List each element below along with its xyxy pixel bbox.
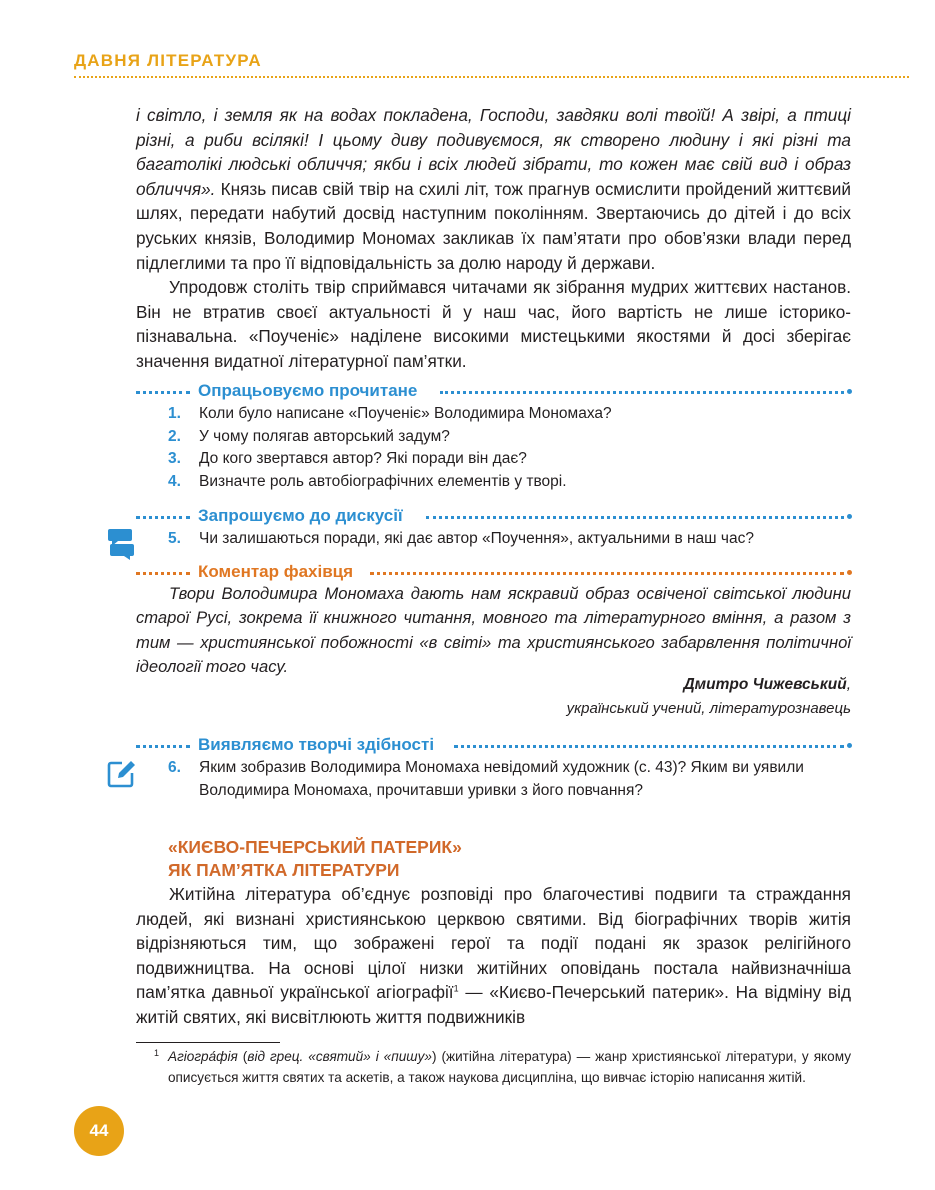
question-text: Чи залишаються поради, які дає автор «Поучення», актуальними в наш час? [199,530,754,547]
question-text: Коли було написане «Поученіє» Володимира Мономаха? [199,405,612,422]
question-number: 5. [168,530,181,547]
chapter-paragraph-text: Житійна література об’єднує розповіді про благочестиві подвиги та страждання людей, які визнані християнською церквою святими. Від біографічних творів житія відрізняються тим, що зображені герої та події подані як зразок релігійного подвижництва. На основі цілої низки житійних оповідань постала найвизначніша пам’ятка давньої української агіографії [136,884,851,1003]
quote-author [683,676,851,694]
question-item [168,471,858,494]
chapter-title [168,836,462,882]
chapter-title-line-2: ЯК ПАМ’ЯТКА ЛІТЕРАТУРИ [168,860,400,880]
rule-end-dot [847,389,852,394]
question-item [168,757,858,802]
section-title-creative: Виявляємо творчі здібності [198,735,435,754]
rule-end-dot [847,570,852,575]
dotted-rule [370,572,844,575]
chapter-paragraph-text: — «Києво-Печерський патерик». На відміну від житій святих, які висвітлюють життя подвижників [136,982,851,1027]
question-text: Яким зобразив Володимира Мономаха невідомий художник (с. 43)? Яким ви уявили Володимира Мономаха, прочитавши уривки з його повчання? [199,759,804,799]
question-item [168,448,858,471]
intro-text [136,103,851,374]
section-header-review [136,381,852,401]
question-number: 1. [168,405,181,422]
intro-paragraph-1 [136,103,851,275]
header-divider [74,76,909,78]
chapter-paragraph-1 [136,882,851,1030]
expert-quote [136,582,851,680]
dotted-rule [136,745,190,748]
section-title-expert-comment: Коментар фахівця [198,562,354,581]
chapter-title-line-1: «КИЄВО-ПЕЧЕРСЬКИЙ ПАТЕРИК» [168,837,462,857]
section-header-discussion [136,506,852,526]
footnote-mark: 1 [154,1048,160,1058]
intro-paragraph-2: Упродовж століть твір сприймався читачами як зібрання мудрих життєвих настанов. Він не втратив своєї актуальності й у наш час, його вартість не лише історико-пізнавальна. «Поученіє» наділене високими мистецькими якостями й досі зберігає значення видатної літературної пам’ятки. [136,277,851,371]
dotted-rule [136,516,190,519]
footnote-etymology: від грец. «святий» і «пишу» [247,1049,432,1064]
section-header-expert-comment [136,562,852,582]
question-item [168,403,858,426]
rule-end-dot [847,514,852,519]
expert-quote-text: Твори Володимира Мономаха дають нам яскравий образ освіченої світської людини старої Русі, зокрема її книжного читання, мовного та літературного вміння, а разом з тим — християнської побожності «в світі» та християнського забарвлення політичної ідеології того часу. [136,584,851,677]
speech-bubbles-icon [106,528,136,560]
section-title-review: Опрацьовуємо прочитане [198,381,418,400]
quote-continuation: і світло, і земля як на водах покладена, Господи, завдяки волі твоїй! А звірі, а птиці різні, а риби всілякі! І цьому диву подивуємося, як створено людину і які різні та багатолікі людські обличчя; якби і всіх людей зібрати, то кожен має свій вид і образ обличчя». [136,105,851,199]
pencil-edit-icon [106,757,138,789]
quote-author-comma: , [846,676,851,693]
question-text: До кого звертався автор? Які поради він дає? [199,450,527,467]
dotted-rule [426,516,844,519]
question-text: Визначте роль автобіографічних елементів у творі. [199,473,567,490]
dotted-rule [440,391,844,394]
footnote-reference: 1 [453,983,459,994]
footnote-text [168,1046,851,1088]
footnote-term: Агіогра́фія [168,1049,238,1064]
quote-author-name: Дмитро Чижевський [683,676,847,693]
dotted-rule [136,572,190,575]
question-number: 6. [168,759,181,776]
section-header-creative [136,735,852,755]
running-header: ДАВНЯ ЛІТЕРАТУРА [74,51,262,70]
question-number: 4. [168,473,181,490]
page-number-badge: 44 [74,1106,124,1156]
rule-end-dot [847,743,852,748]
dotted-rule [136,391,190,394]
footnote-definition: (житійна література) — жанр християнської літератури, у якому описується життя святих та аскетів, а також наукова дисципліна, що вивчає історію написання житій. [168,1049,852,1085]
footnote [154,1046,852,1088]
quote-author-role: український учений, літературознавець [566,700,851,717]
question-text: У чому полягав авторський задум? [199,428,450,445]
footnote-paren: ( [237,1049,248,1064]
question-item [168,528,858,551]
chapter-text [136,882,851,1030]
footnote-paren: ) [431,1049,437,1064]
section-title-discussion: Запрошуємо до дискусії [198,506,403,525]
question-number: 2. [168,428,181,445]
question-item [168,426,858,449]
question-number: 3. [168,450,181,467]
dotted-rule [454,745,844,748]
intro-paragraph-1-rest: Князь писав свій твір на схилі літ, тож прагнув осмислити пройдений життєвий шлях, передати набутий досвід наступним поколінням. Звертаючись до дітей і до всіх руських князів, Володимир Мономах закликав їх пам’ятати про обов’язки влади перед підлеглими та про її відповідальність за долю народу й держави. [136,178,851,273]
